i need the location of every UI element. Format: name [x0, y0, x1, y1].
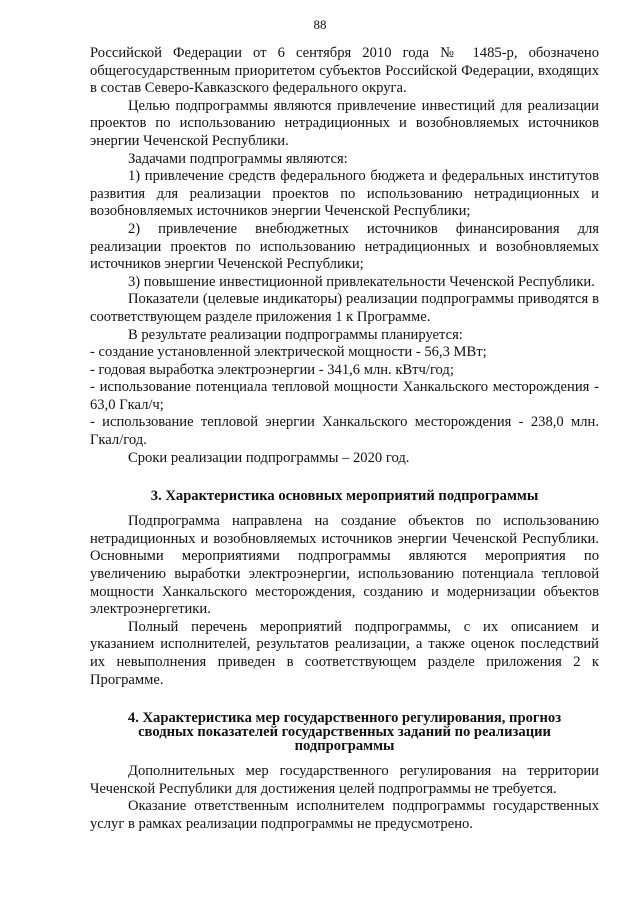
result-item: - использование потенциала тепловой мощности Ханкальского месторождения - 63,0 Гкал/ч;: [90, 379, 599, 413]
document-body: [90, 45, 599, 834]
task-item: 1) привлечение средств федерального бюджета и федеральных институтов развития для реализации проектов по использованию нетрадиционных и возобновляемых источников энергии Чеченской Республики;: [90, 168, 599, 220]
section-4-heading-line: подпрограммы: [294, 738, 395, 755]
section-4-heading: [90, 711, 599, 753]
result-item: - использование тепловой энергии Ханкальского месторождения - 238,0 млн. Гкал/год.: [90, 414, 599, 449]
result-item: - годовая выработка электроэнергии - 341,6 млн. кВтч/год;: [90, 361, 454, 378]
intro-paragraph: Показатели (целевые индикаторы) реализации подпрограммы приводятся в соответствующем разделе приложения 1 к Программе.: [90, 291, 599, 325]
section-4-heading-line: сводных показателей государственных заданий по реализации: [138, 724, 551, 741]
page-number: 88: [313, 17, 327, 32]
intro-paragraph: Российской Федерации от 6 сентября 2010 года № 1485-р, обозначено общегосударственным приоритетом субъектов Российской Федерации, входящих в состав Северо-Кавказского федерального округа.: [90, 45, 599, 97]
section-3-heading: 3. Характеристика основных мероприятий подпрограммы: [150, 488, 539, 505]
section-3-paragraph: Полный перечень мероприятий подпрограммы, с их описанием и указанием исполнителей, результатов реализации, а также оценок последствий их невыполнения приведен в соответствующем разделе приложения 2 к Программе.: [90, 618, 599, 688]
intro-paragraph: В результате реализации подпрограммы планируется:: [128, 326, 463, 343]
section-4-heading-line: 4. Характеристика мер государственного регулирования, прогноз: [127, 710, 562, 727]
task-item: 2) привлечение внебюджетных источников финансирования для реализации проектов по использованию нетрадиционных и возобновляемых источников энергии Чеченской Республики;: [90, 220, 599, 273]
section-4-paragraph: Оказание ответственным исполнителем подпрограммы государственных услуг в рамках реализации подпрограммы не предусмотрено.: [90, 798, 599, 832]
intro-paragraph: Целью подпрограммы являются привлечение инвестиций для реализации проектов по использованию нетрадиционных и возобновляемых источников энергии Чеченской Республики.: [90, 97, 599, 149]
intro-paragraph: Сроки реализации подпрограммы – 2020 год.: [128, 449, 410, 466]
section-4-paragraph: Дополнительных мер государственного регулирования на территории Чеченской Республики для достижения целей подпрограммы не требуется.: [90, 763, 599, 797]
section-3-paragraph: Подпрограмма направлена на создание объектов по использованию нетрадиционных и возобновляемых источников энергии Чеченской Республики. Основными мероприятиями подпрограммы являются мероприятия по увеличению выработки электроэнергии, использованию потенциала тепловой мощности Ханкальского месторождения, созданию и модернизации объектов электроэнергетики.: [90, 513, 599, 618]
result-item: - создание установленной электрической мощности - 56,3 МВт;: [90, 344, 487, 361]
intro-paragraph: Задачами подпрограммы являются:: [128, 150, 348, 167]
task-item: 3) повышение инвестиционной привлекательности Чеченской Республики.: [128, 273, 595, 290]
